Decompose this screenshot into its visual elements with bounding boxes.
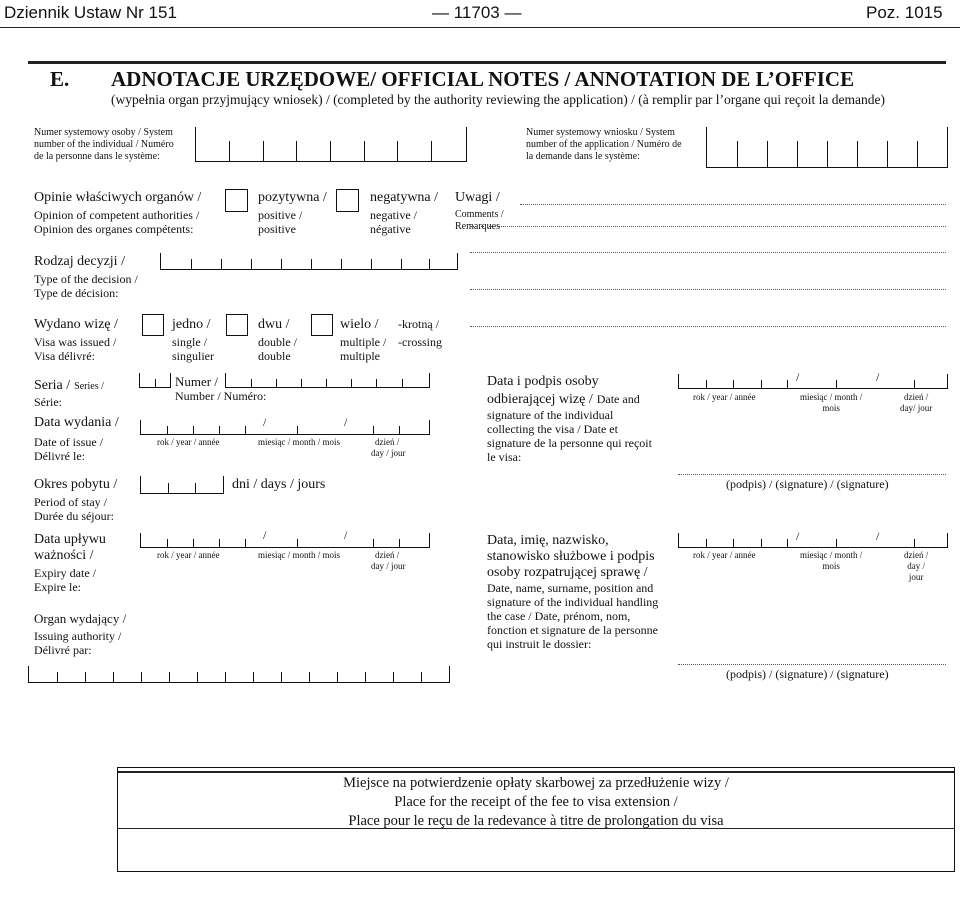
fee-receipt-box[interactable] (117, 767, 955, 872)
comments-label: Uwagi / Comments / Remarques (455, 190, 504, 232)
month-label: miesiąc / month / mois (258, 437, 340, 447)
receiver-signature-line[interactable] (678, 474, 946, 475)
issue-date-label: Data wydania / Date of issue / Délivré le: (34, 415, 119, 463)
date-separator: / (796, 370, 800, 384)
comments-line[interactable] (470, 326, 946, 327)
comments-line[interactable] (520, 204, 946, 205)
handler-signature-line[interactable] (678, 664, 946, 665)
application-number-label: Numer systemowy wniosku / System number of the application / Numéro de la demande dans le système: (526, 127, 682, 162)
issuing-authority-field[interactable] (28, 666, 450, 683)
visa-double-checkbox[interactable] (226, 314, 248, 336)
visa-double-label: dwu / double / double (258, 317, 297, 363)
stay-label: Okres pobytu / Period of stay / Durée du séjour: (34, 477, 118, 523)
expiry-label: Data upływu ważności / Expiry date / Expire le: (34, 532, 106, 594)
position-number: Poz. 1015 (866, 3, 943, 22)
day-label: dzień / day / jour (904, 550, 929, 582)
stay-days-unit: dni / days / jours (232, 477, 326, 492)
visa-single-checkbox[interactable] (142, 314, 164, 336)
month-label: miesiąc / month / mois (800, 392, 863, 413)
receiver-label: Data i podpis osoby odbierającej wizę / Date and signature of the individual collecting the visa / Date et signature de la personne qui reçoit le visa: (487, 374, 652, 464)
decision-label: Rodzaj decyzji / Type of the decision / Type de décision: (34, 254, 138, 300)
month-label: miesiąc / month / mois (258, 550, 340, 560)
date-separator: / (263, 528, 267, 542)
date-separator: / (876, 370, 880, 384)
visa-multiple-label: wielo / multiple / multiple (340, 317, 387, 363)
handler-signature-label: (podpis) / (signature) / (signature) (726, 667, 889, 681)
section-letter: E. (50, 67, 70, 91)
section-subtitle: (wypełnia organ przyjmujący wniosek) / (completed by the authority reviewing the application) / (à remplir par l’organe qui reçoit la demande) (111, 92, 885, 107)
series-field[interactable] (139, 373, 171, 388)
authority-label: Organ wydający / Issuing authority / Délivré par: (34, 611, 127, 657)
comments-line[interactable] (470, 226, 946, 227)
date-separator: / (263, 415, 267, 429)
day-label: dzień / day/ jour (900, 392, 933, 413)
year-label: rok / year / année (693, 392, 756, 402)
person-number-label: Numer systemowy osoby / System number of the individual / Numéro de la personne dans le système: (34, 127, 174, 162)
year-label: rok / year / année (693, 550, 756, 560)
issue-date-field[interactable] (140, 420, 430, 435)
fee-box-caption: Miejsce na potwierdzenie opłaty skarbowej za przedłużenie wizy / Place for the receipt of the fee to visa extension / Place pour le reçu de la redevance à titre de prolongation du visa (343, 775, 729, 829)
handler-date-field[interactable] (678, 533, 948, 548)
date-separator: / (796, 529, 800, 543)
year-label: rok / year / année (157, 437, 220, 447)
page-number: — 11703 — (432, 3, 522, 22)
day-label: dzień / day / jour (371, 437, 406, 458)
section-top-rule (28, 61, 946, 64)
series-label: Seria / Series / Série: (34, 378, 104, 409)
date-separator: / (876, 529, 880, 543)
comments-line[interactable] (470, 252, 946, 253)
decision-type-field[interactable] (160, 253, 458, 270)
stay-days-field[interactable] (140, 476, 224, 494)
application-number-field[interactable] (706, 127, 948, 168)
receiver-date-field[interactable] (678, 374, 948, 389)
header-rule (0, 27, 960, 28)
date-separator: / (344, 528, 348, 542)
number-label: Numer / Number / Numéro: (175, 374, 267, 403)
day-label: dzień / day / jour (371, 550, 406, 571)
fee-box-divider (118, 828, 954, 829)
visa-single-label: jedno / single / singulier (172, 317, 214, 363)
journal-title: Dziennik Ustaw Nr 151 (4, 3, 177, 22)
opinion-positive-label: pozytywna / positive / positive (258, 190, 327, 236)
receiver-signature-label: (podpis) / (signature) / (signature) (726, 477, 889, 491)
opinion-negative-label: negatywna / negative / négative (370, 190, 439, 236)
comments-line[interactable] (470, 289, 946, 290)
opinion-positive-checkbox[interactable] (225, 189, 248, 212)
month-label: miesiąc / month / mois (800, 550, 863, 571)
person-number-field[interactable] (195, 127, 467, 162)
visa-multiple-checkbox[interactable] (311, 314, 333, 336)
date-separator: / (344, 415, 348, 429)
visa-issued-label: Wydano wizę / Visa was issued / Visa délivré: (34, 317, 118, 363)
fee-box-top-rule (118, 771, 954, 773)
visa-number-field[interactable] (225, 373, 430, 388)
year-label: rok / year / année (157, 550, 220, 560)
opinion-label: Opinie właściwych organów / Opinion of competent authorities / Opinion des organes compétents: (34, 190, 202, 236)
opinion-negative-checkbox[interactable] (336, 189, 359, 212)
section-title: ADNOTACJE URZĘDOWE/ OFFICIAL NOTES / ANNOTATION DE L’OFFICE (111, 67, 855, 91)
expiry-date-field[interactable] (140, 533, 430, 548)
visa-crossing-label: -krotną / -crossing (398, 317, 442, 349)
handler-label: Data, imię, nazwisko, stanowisko służbowe i podpis osoby rozpatrującej sprawę / Date, name, surname, position and signature of the individual handling the case / Date, prénom, nom, fonction et signature de la personne qui instruit le dossier: (487, 533, 659, 651)
